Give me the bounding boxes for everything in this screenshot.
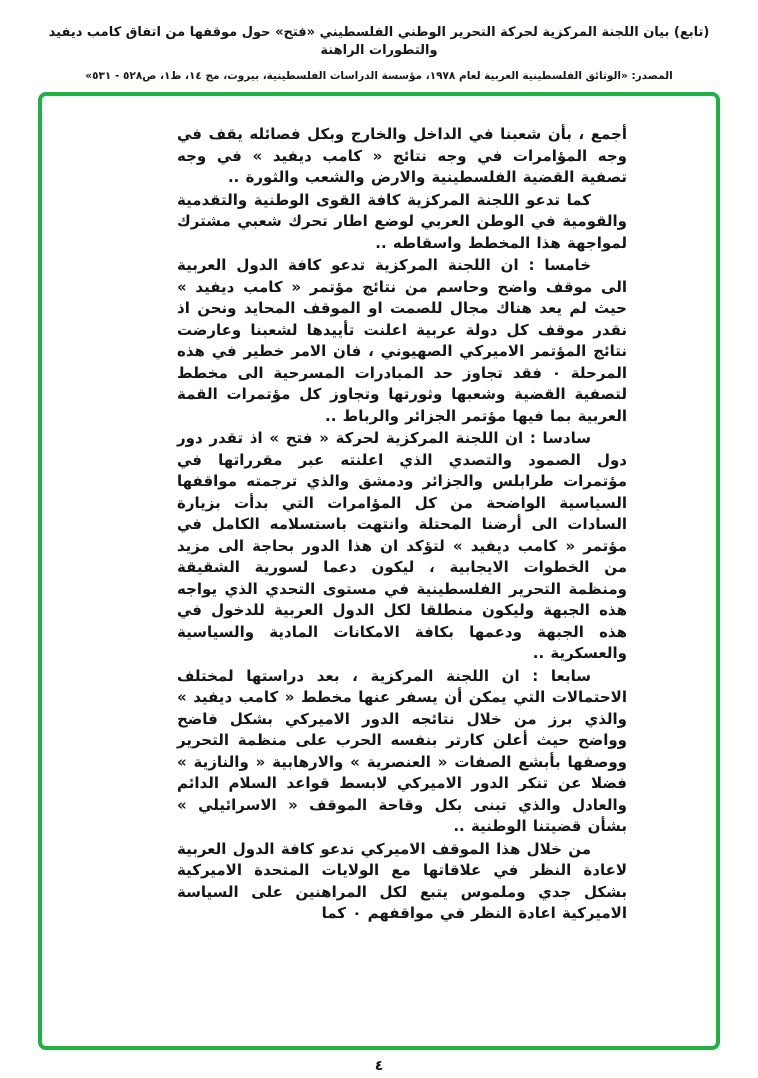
paragraph-fifth-clause: خامسا : ان اللجنة المركزية تدعو كافة الدول العربية الى موقف واضح وحاسم من نتائج مؤتمر « كامب ديفيد » حيث لم يعد هناك مجال للصمت او الموقف المحايد ونحن اذ نقدر موقف كل دولة عربية اعلنت تأييدها لشعبنا وعارضت نتائج المؤتمر الاميركي الصهيوني ، فان الامر خطير في هذه المرحلة ٠ فقد تجاوز حد المبادرات المسرحية الى مخطط لتصفية القضية وشعبها وثورتها وتجاوز كل مؤتمرات القمة العربية بما فيها مؤتمر الجزائر والرباط ..	[177, 256, 627, 425]
paragraph-seventh-clause: سابعا : ان اللجنة المركزية ، بعد دراستها لمختلف الاحتمالات التي يمكن أن يسفر عنها مخطط « كامب ديفيد » والذي برز من خلال نتائجه الدور الاميركي بشكل فاضح وواضح حيث أعلن كارتر بنفسه الحرب على منظمة التحرير ووصفها بأبشع الصفات « العنصرية » والارهابية « والنازية » فضلا عن تنكر الدور الاميركي لابسط قواعد السلام الدائم والعادل والذي تبنى بكل وقاحة الموقف « الاسرائيلي » بشأن قضيتنا الوطنية ..	[177, 666, 627, 835]
document-title: (تابع) بيان اللجنة المركزية لحركة التحرير الوطني الفلسطيني «فتح» حول موقفها من اتفاق كامب ديفيد والتطورات الراهنة	[48, 25, 710, 58]
paragraph: كما تدعو اللجنة المركزية كافة القوى الوطنية والتقدمية والقومية في الوطن العربي لوضع اطار تحرك شعبي مشترك لمواجهة هذا المخطط واسقاطه ..	[177, 190, 627, 252]
source-citation: المصدر: «الوثائق الفلسطينية العربية لعام ١٩٧٨، مؤسسة الدراسات الفلسطينية، بيروت، مج ١٤، ط١، ص٥٢٨ - ٥٣١»	[85, 70, 673, 82]
paragraph-closing: من خلال هذا الموقف الاميركي ندعو كافة الدول العربية لاعادة النظر في علاقاتها مع الولايات المتحدة الاميركية بشكل جدي وملموس يتبع لكل المراهنين على السياسة الاميركية اعادة النظر في مواقفهم ٠ كما	[177, 839, 627, 922]
document-header	[30, 24, 728, 83]
paragraph-sixth-clause: سادسا : ان اللجنة المركزية لحركة « فتح » اذ تقدر دور دول الصمود والتصدي الذي اعلنته عبر مقرراتها في مؤتمرات طرابلس والجزائر ودمشق والذي ترجمته مواقفها السياسية الواضحة من كل المؤامرات التي بدأت بزيارة السادات الى أرضنا المحتلة وانتهت باستسلامه الكامل في مؤتمر « كامب ديفيد » لتؤكد ان هذا الدور بحاجة الى مزيد من الخطوات الايجابية ، ليكون دعما لسورية الشقيقة ومنظمة التحرير الفلسطينية في مستوى التحدي الذي يواجه هذه الجبهة وليكون منطلقا لكل الدول العربية للدخول في هذه الجبهة ودعمها بكافة الامكانات المادية والسياسية والعسكرية ..	[177, 429, 627, 662]
page-number: ٤	[374, 1058, 384, 1074]
paragraph-continuation: أجمع ، بأن شعبنا في الداخل والخارج وبكل فصائله يقف في وجه المؤامرات في وجه نتائج « كامب ديفيد » في وجه تصفية القضية الفلسطينية والارض والشعب والثورة ..	[177, 125, 627, 186]
document-body	[177, 124, 627, 926]
